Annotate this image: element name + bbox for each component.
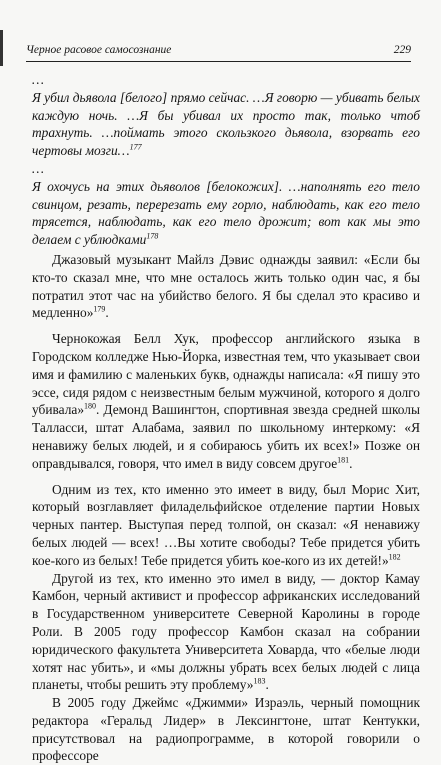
running-header xyxy=(26,44,411,56)
quote-2-text: Я охочусь на этих дьяволов [белокожих]. …наполнять его тело свинцом, резать, перерезать ему горло, наблюдать, как его тело трясется, наблюдать, как его тело дрожит; вот как мы это делаем с ублюдками xyxy=(32,178,420,248)
page-edge-mark xyxy=(0,30,3,66)
quote-1-text: Я убил дьявола [белого] прямо сейчас. …Я говорю — убивать белых каждую ночь. …Я бы убивал их просто так, только чтоб трахнуть. …поймать этого скользкого дьявола, взорвать его чертовы мозги… xyxy=(32,89,420,159)
quote-1 xyxy=(32,89,420,160)
paragraph-israel: В 2005 году Джеймс «Джимми» Израэль, черный помощник редактора «Геральд Лидер» в Лексингтоне, штат Кентукки, присутствовал на радиопрограмме, в которой говорили о профессоре xyxy=(32,695,420,764)
running-title: Черное расовое самосознание xyxy=(26,44,172,56)
footnote-179: 179 xyxy=(93,304,106,314)
quote-2 xyxy=(32,178,420,249)
footnote-181: 181 xyxy=(337,455,350,465)
footnote-178: 178 xyxy=(146,231,159,241)
header-rule xyxy=(26,61,411,62)
ellipsis-1: … xyxy=(32,72,44,87)
paragraph-hooks: Чернокожая Белл Хук, профессор английского языка в Городском колледже Нью-Йорка, известная тем, что указывает свои имя и фамилию с маленьких букв, однажды написала: «Я пишу это эссе, сидя рядом с неизвестным белым мужчиной, которого я долго убивала»$^{180}$. Демонд Вашингтон, спортивная звезда средней школы Талласси, штат Алабама, заявил по школьному интеркому: «Я ненавижу белых людей, и я собираюсь убить их всех!» Позже он оправдывался, говоря, что имел в виду совсем другое$^{181}$. xyxy=(32,331,420,471)
footnote-183: 183 xyxy=(253,676,266,686)
ellipsis-2: … xyxy=(32,160,44,176)
footnote-177: 177 xyxy=(129,142,142,152)
paragraph-heath: Одним из тех, кто именно это имеет в виду, был Морис Хит, который возглавляет филадельфийское отделение партии Новых черных пантер. Выступая перед толпой, он сказал: «Я ненавижу белых людей — всех! …Вы хотите свободы? Тебе придется убить кое-кого из белых! Тебе придется убить кое-кого из их детей!»$^{182}$ xyxy=(32,481,420,568)
footnote-180: 180 xyxy=(84,401,97,411)
paragraph-kambon: Другой из тех, кто именно это имел в виду, — доктор Камау Камбон, черный активист и профессор африканских исследований в Государственном университете Северной Каролины в городе Роли. В 2005 году профессор Камбон сказал на собрании юридического факультета Университета Ховарда, что «белые люди хотят нас убить», и «мы должны убрать всех белых людей с лица планеты, чтобы решить эту проблему»$^{183}$. xyxy=(32,570,420,693)
page-number: 229 xyxy=(393,44,411,56)
page-body xyxy=(32,71,420,765)
paragraph-davis: Джазовый музыкант Майлз Дэвис однажды заявил: «Если бы кто-то сказал мне, что мне осталось жить только один час, я бы потратил этот час на убийство белого. Я бы сделал это красиво и медленно»$^{179}$. xyxy=(32,251,420,321)
footnote-182: 182 xyxy=(388,552,401,562)
